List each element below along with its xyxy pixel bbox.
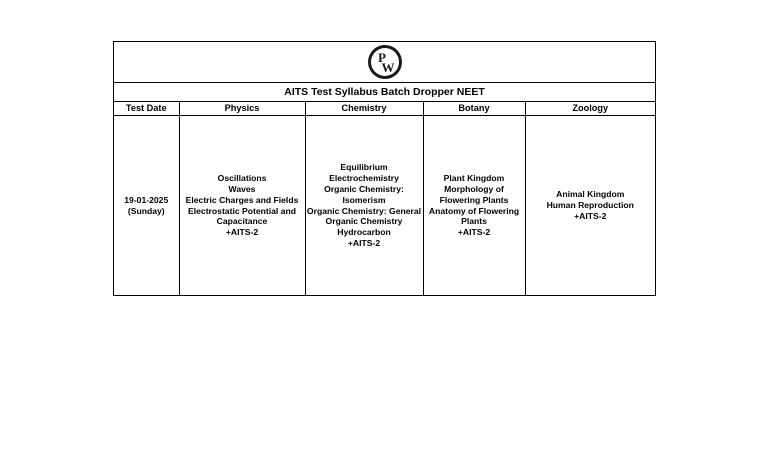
- cell-botany: [423, 116, 525, 296]
- col-chemistry: Chemistry: [305, 102, 423, 116]
- topic: Oscillations: [217, 172, 267, 183]
- syllabus-sheet: [113, 41, 656, 296]
- cell-date: [114, 116, 179, 296]
- cell-chemistry: [305, 116, 423, 296]
- date-line: 19-01-2025: [124, 194, 169, 205]
- topic: Anatomy of Flowering: [428, 205, 520, 216]
- topic: Morphology of: [444, 183, 504, 194]
- topic: Electrochemistry: [329, 172, 399, 183]
- svg-text:W: W: [381, 60, 394, 75]
- topic: Equilibrium: [340, 161, 388, 172]
- header-row: [114, 102, 655, 116]
- topic: +AITS-2: [225, 227, 259, 238]
- topic: Organic Chemistry:: [324, 183, 404, 194]
- topic: +AITS-2: [457, 227, 491, 238]
- topic: Organic Chemistry: General: [306, 205, 422, 216]
- topic: Capacitance: [216, 216, 268, 227]
- svg-text:P: P: [377, 50, 386, 65]
- topic: Human Reproduction: [546, 200, 634, 211]
- page-title: AITS Test Syllabus Batch Dropper NEET: [114, 83, 655, 102]
- topic: +AITS-2: [347, 238, 381, 249]
- topic: Organic Chemistry: [325, 216, 403, 227]
- topic: Electrostatic Potential and: [188, 205, 296, 216]
- topic: Flowering Plants: [439, 194, 509, 205]
- day-line: (Sunday): [127, 205, 165, 216]
- topic: Plants: [461, 216, 487, 227]
- topic: Electric Charges and Fields: [185, 194, 299, 205]
- topic: Hydrocarbon: [337, 227, 391, 238]
- col-physics: Physics: [179, 102, 305, 116]
- topic: Waves: [228, 183, 256, 194]
- syllabus-table: [114, 102, 655, 295]
- topic: Plant Kingdom: [443, 172, 505, 183]
- col-zoology: Zoology: [525, 102, 655, 116]
- topic: Isomerism: [342, 194, 386, 205]
- pw-logo-icon: [367, 44, 403, 80]
- topic: +AITS-2: [574, 210, 607, 221]
- topic: Animal Kingdom: [556, 189, 625, 200]
- cell-physics: [179, 116, 305, 296]
- col-test-date: Test Date: [114, 102, 179, 116]
- col-botany: Botany: [423, 102, 525, 116]
- table-row: [114, 116, 655, 296]
- logo-row: [114, 42, 655, 83]
- cell-zoology: [525, 116, 655, 296]
